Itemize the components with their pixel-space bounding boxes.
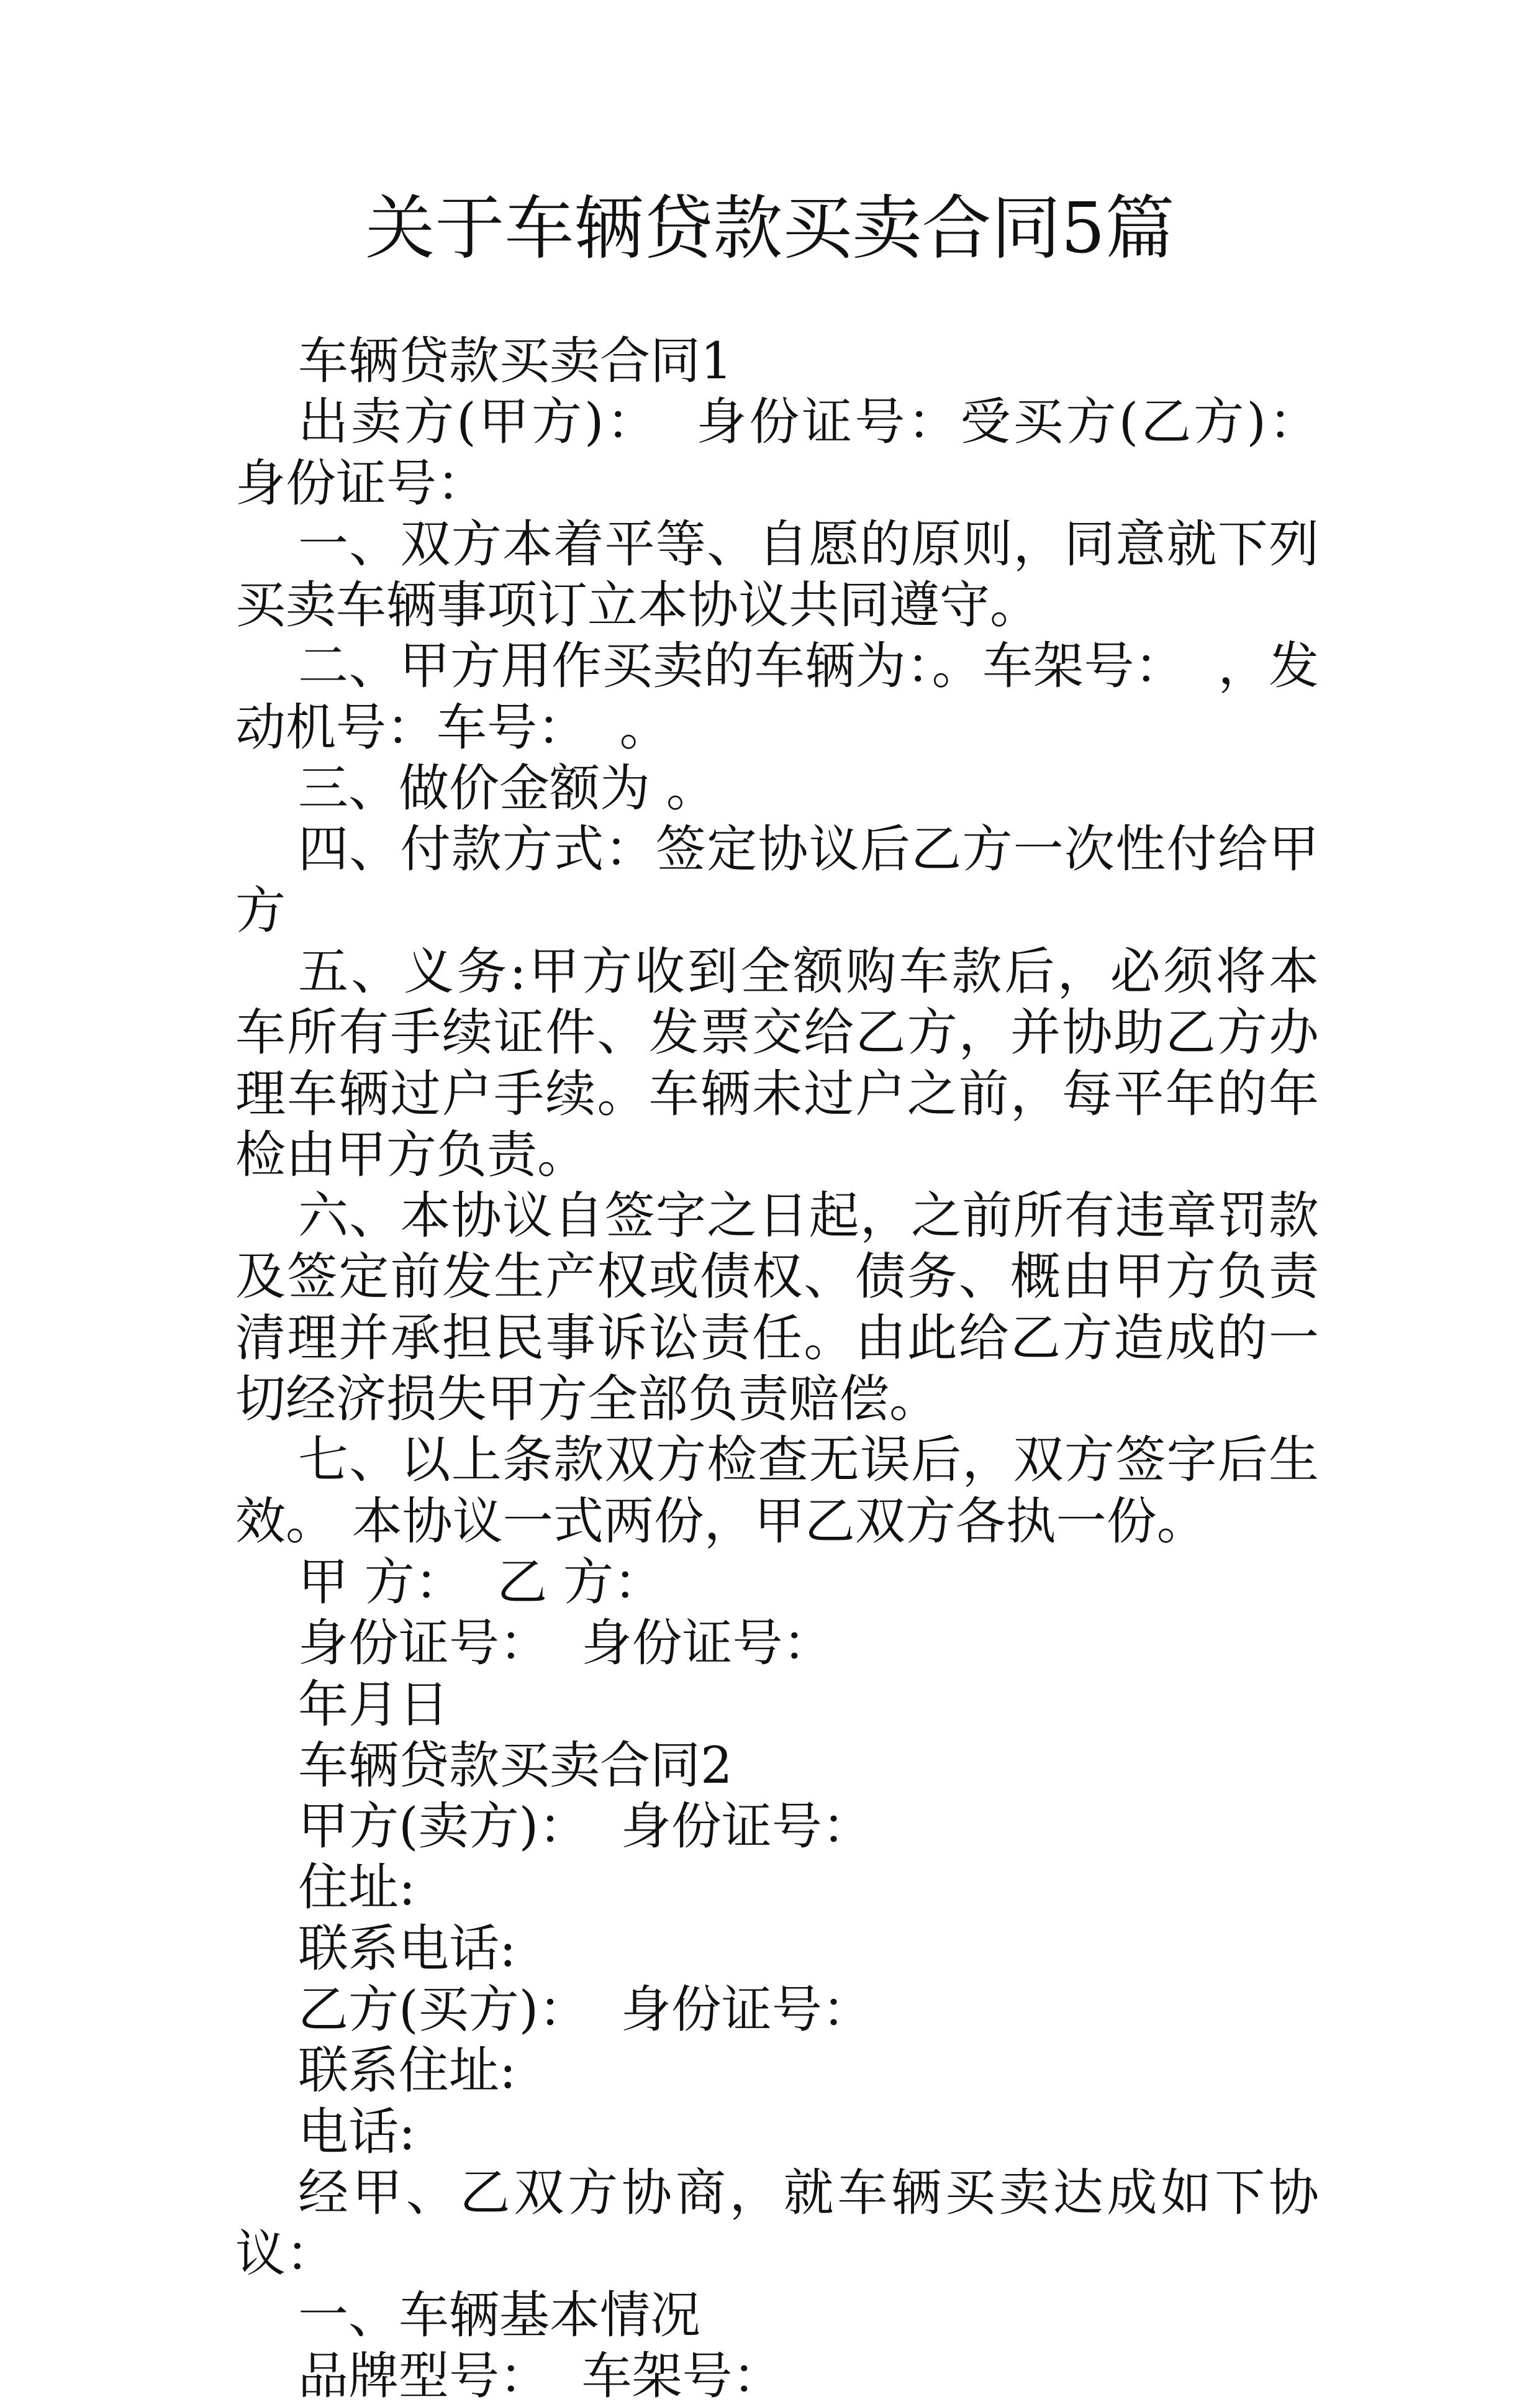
clause-1: 一、双方本着平等、自愿的原则，同意就下列买卖车辆事项订立本协议共同遵守。	[235, 515, 1319, 635]
phone-line: 联系电话:	[298, 1919, 517, 1978]
document-title: 关于车辆贷款买卖合同5篇	[365, 188, 1175, 269]
address-line: 住址:	[298, 1859, 416, 1918]
document-body	[235, 331, 1351, 2407]
party-b-line: 乙方(买方)： 身份证号：	[298, 1981, 872, 2040]
clause-3: 三、做价金额为 。	[298, 760, 717, 819]
party-a-line: 甲方(卖方)： 身份证号：	[298, 1798, 872, 1857]
clause-4: 四、付款方式：签定协议后乙方一次性付给甲方	[235, 821, 1319, 940]
agreement-intro: 经甲、乙双方协商，就车辆买卖达成如下协议：	[235, 2164, 1319, 2284]
contact-address-line: 联系住址:	[298, 2042, 517, 2101]
signature-parties: 甲 方： 乙 方：	[298, 1553, 664, 1612]
phone-line-b: 电话:	[298, 2103, 416, 2162]
section-heading-contract-2: 车辆贷款买卖合同2	[298, 1736, 733, 1795]
parties-line: 出卖方(甲方)： 身份证号：受买方(乙方)： 身份证号：	[235, 393, 1351, 513]
clause-6: 六、本协议自签字之日起，之前所有违章罚款及签定前发生产权或债权、债务、概由甲方负责清理并承担民事诉讼责任。由此给乙方造成的一切经济损失甲方全部负责赔偿。	[235, 1187, 1319, 1429]
section-heading-contract-1: 车辆贷款买卖合同1	[298, 332, 733, 391]
clause-7: 七、以上条款双方检查无误后，双方签字后生效。 本协议一式两份，甲乙双方各执一份。	[235, 1431, 1319, 1551]
signature-date: 年月日	[298, 1675, 450, 1734]
clause-2: 二、甲方用作买卖的车辆为：。车架号： ，发动机号：车号： 。	[235, 637, 1319, 757]
signature-id-numbers: 身份证号： 身份证号：	[298, 1614, 833, 1673]
clause-5: 五、义务:甲方收到全额购车款后，必须将本车所有手续证件、发票交给乙方，并协助乙方办理车辆过户手续。车辆未过户之前，每平年的年检由甲方负责。	[235, 942, 1319, 1185]
vehicle-section-heading: 一、车辆基本情况	[298, 2286, 701, 2345]
vehicle-model-line: 品牌型号： 车架号：	[298, 2347, 783, 2406]
